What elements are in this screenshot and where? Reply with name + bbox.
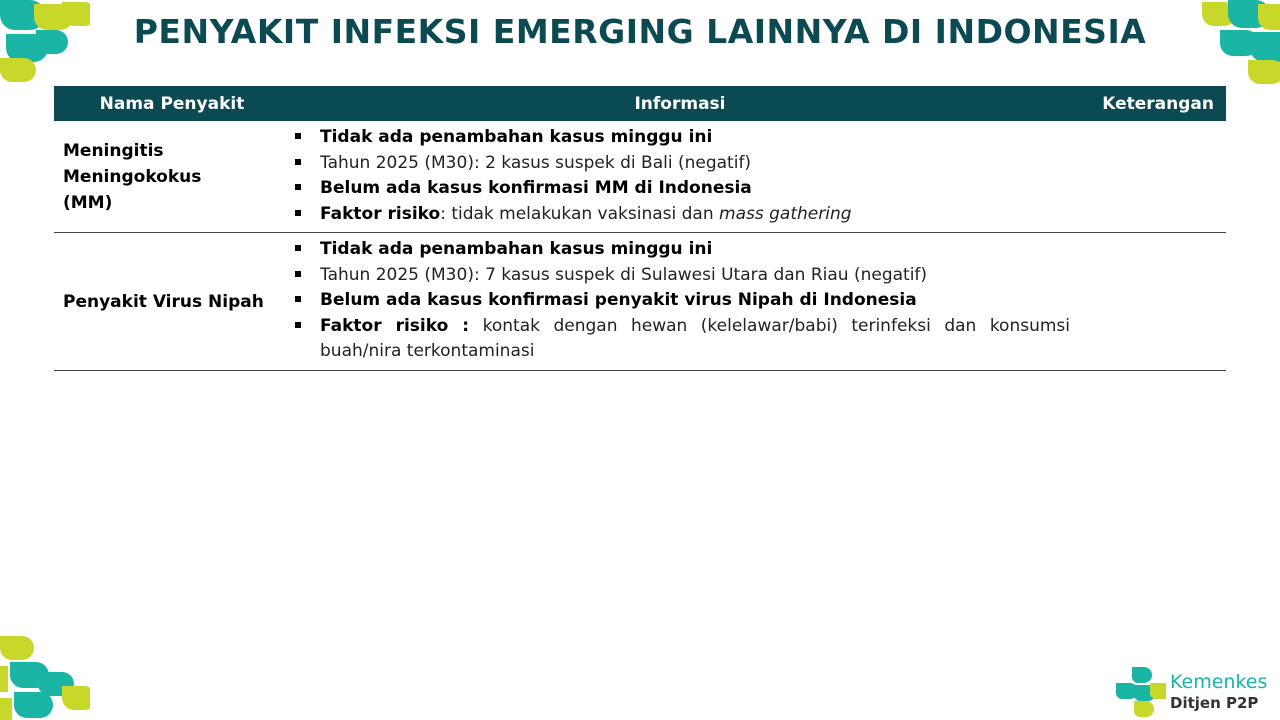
keterangan-cell	[1070, 233, 1226, 371]
info-bullet: Belum ada kasus konfirmasi MM di Indonesia	[290, 176, 1070, 202]
table-row	[54, 121, 1226, 233]
info-bullet: Tahun 2025 (M30): 7 kasus suspek di Sulawesi Utara dan Riau (negatif)	[290, 263, 1070, 289]
logo-subtitle: Ditjen P2P	[1170, 694, 1259, 712]
info-bullet: Belum ada kasus konfirmasi penyakit virus Nipah di Indonesia	[290, 288, 1070, 314]
header-nama-penyakit: Nama Penyakit	[54, 86, 290, 121]
kemenkes-logo-icon	[1116, 667, 1166, 717]
logo-name: Kemenkes	[1170, 671, 1268, 693]
info-bullet: Faktor risiko: tidak melakukan vaksinasi dan mass gathering	[290, 202, 1070, 228]
table-header-row	[54, 86, 1226, 121]
corner-decoration-bottom-left	[0, 636, 90, 720]
disease-info-table	[54, 86, 1226, 371]
info-bullet-list	[290, 233, 1070, 370]
keterangan-cell	[1070, 121, 1226, 233]
info-bullet: Tahun 2025 (M30): 2 kasus suspek di Bali (negatif)	[290, 151, 1070, 177]
disease-name: Penyakit Virus Nipah	[54, 233, 290, 371]
info-bullet: Faktor risiko : kontak dengan hewan (kelelawar/babi) terinfeksi dan konsumsi buah/nira terkontaminasi	[290, 314, 1070, 365]
disease-name: Meningitis Meningokokus (MM)	[54, 121, 290, 233]
page-title: PENYAKIT INFEKSI EMERGING LAINNYA DI INDONESIA	[133, 12, 1147, 51]
info-bullet-list	[290, 121, 1070, 232]
kemenkes-logo	[1116, 665, 1280, 720]
info-cell	[290, 233, 1070, 371]
header-keterangan: Keterangan	[1070, 86, 1226, 121]
info-cell	[290, 121, 1070, 233]
info-bullet: Tidak ada penambahan kasus minggu ini	[290, 125, 1070, 151]
header-informasi: Informasi	[290, 86, 1070, 121]
table-row	[54, 233, 1226, 371]
info-bullet: Tidak ada penambahan kasus minggu ini	[290, 237, 1070, 263]
